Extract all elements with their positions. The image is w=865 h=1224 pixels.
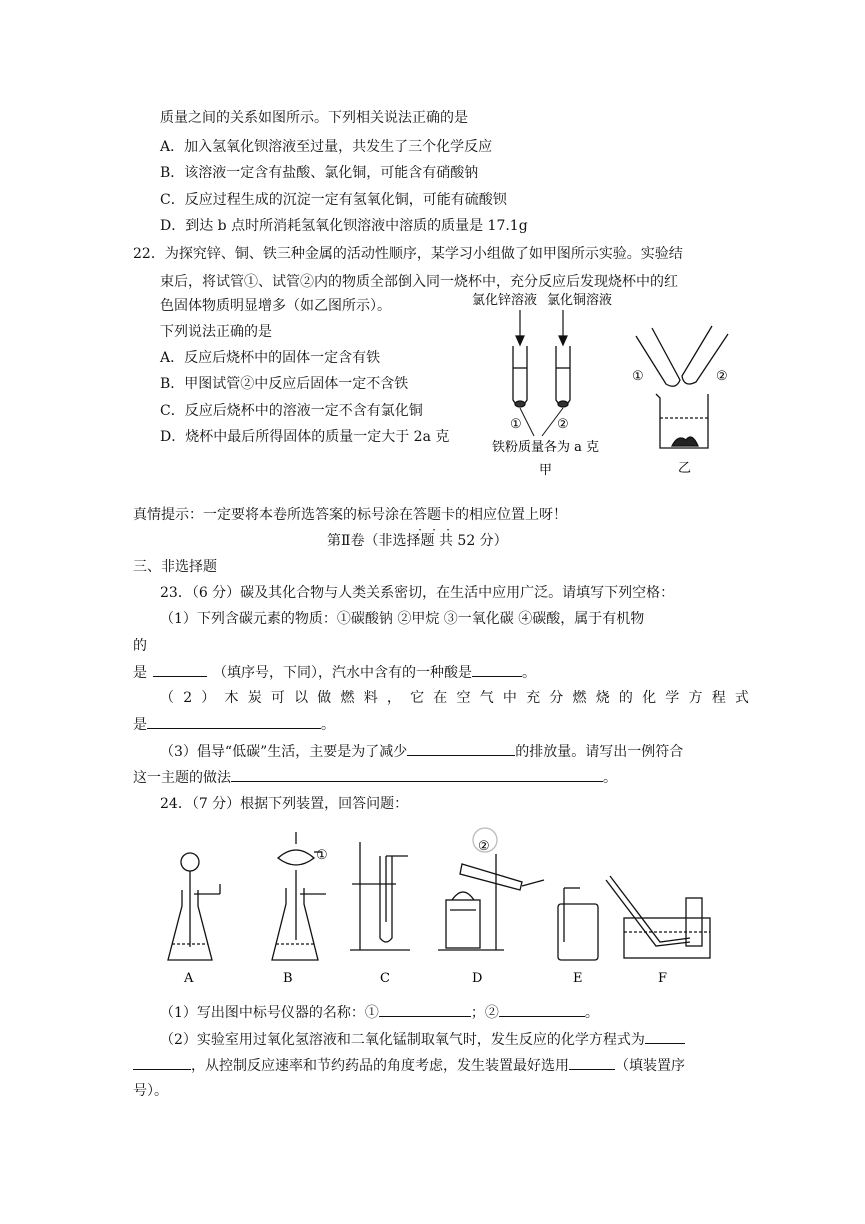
q24-part2-mid: ，从控制反应速率和节约药品的角度考虑，发生装置最好选用 (191, 1058, 569, 1074)
answer-sheet-tip (133, 505, 567, 525)
q23-part3-mid: 的排放量。请写出一例符合 (515, 744, 684, 760)
q22-stem-line2: 束后，将试管①、试管②内的物质全部倒入同一烧杯中，充分反应后发现烧杯中的红 (160, 274, 678, 290)
mark-2-label: ② (478, 839, 490, 854)
q24-instrument-2-blank[interactable] (499, 1002, 585, 1017)
apparatus-f-label: F (658, 971, 668, 986)
q23-part1-line1: （1）下列含碳元素的物质：①碳酸钠 ②甲烷 ③一氧化碳 ④碳酸，属于有机物 (160, 611, 645, 627)
q23-part2-line2 (133, 714, 335, 735)
q23-part1-line2: 的 (133, 638, 147, 654)
q24-part2-prefix: （2）实验室用过氧化氢溶液和二氧化锰制取氧气时，发生反应的化学方程式为 (160, 1032, 645, 1048)
apparatus-d-icon (438, 828, 544, 950)
tip-dotted-char: 题 (427, 507, 441, 523)
q24-part1-prefix: （1）写出图中标号仪器的名称：① (160, 1005, 379, 1021)
part-2-title: 第Ⅱ卷（非选择题 共 52 分） (327, 533, 508, 549)
q24-instrument-1-blank[interactable] (379, 1002, 471, 1017)
solution-cucl2-label: 氯化铜溶液 (547, 293, 613, 308)
q22-option-c: C．反应后烧杯中的溶液一定不含有氯化铜 (160, 403, 423, 419)
solution-zncl2-label: 氯化锌溶液 (472, 293, 538, 308)
yi-tube-2-number: ② (716, 369, 728, 384)
q23-part2-prefix: 是 (133, 717, 147, 733)
q22-figure-jia (470, 288, 620, 480)
q24-part1-end: 。 (584, 1005, 599, 1021)
q24-stem: 24．（7 分）根据下列装置，回答问题： (160, 796, 409, 812)
apparatus-c-label: C (380, 971, 390, 986)
q24-device-blank[interactable] (569, 1055, 615, 1070)
q24-equation-blank-start[interactable] (645, 1029, 685, 1044)
apparatus-a-label: A (184, 971, 194, 986)
q21-stem-tail: 质量之间的关系如图所示。下列相关说法正确的是 (160, 110, 468, 126)
tip-dotted-char: 卡 (441, 507, 455, 523)
q22-ask: 下列说法正确的是 (160, 324, 272, 340)
q23-practice-blank[interactable] (231, 767, 603, 782)
apparatus-f-icon (606, 876, 710, 958)
yi-tube-1-number: ① (632, 369, 644, 384)
q22-stem-line1: 22．为探究锌、铜、铁三种金属的活动性顺序，某学习小组做了如甲图所示实验。实验结 (133, 246, 683, 262)
q23-part2-end: 。 (321, 717, 335, 733)
q23-equation-blank[interactable] (147, 714, 321, 729)
apparatus-b-label: B (283, 971, 293, 986)
apparatus-e-label: E (573, 971, 583, 986)
q23-part3-end: 。 (603, 770, 617, 786)
q23-part3-line2 (133, 767, 617, 788)
q22-option-a: A．反应后烧杯中的固体一定含有铁 (160, 350, 381, 366)
beaker-icon (656, 394, 708, 448)
q24-part1-mid: ；② (470, 1005, 499, 1021)
q23-part1-end: 。 (522, 665, 536, 681)
q23-stem: 23．（6 分）碳及其化合物与人类关系密切，在生活中应用广泛。请填写下列空格： (160, 585, 675, 601)
tube-2-number: ② (557, 417, 569, 432)
q24-equation-blank-end[interactable] (133, 1055, 191, 1070)
q22-option-d: D．烧杯中最后所得固体的质量一定大于 2a 克 (160, 429, 450, 445)
q24-part1 (160, 1002, 599, 1023)
q22-figure-yi (628, 320, 748, 480)
figure-caption-jia: 甲 (539, 463, 553, 478)
apparatus-e-icon (558, 888, 598, 960)
section-3-heading: 三、非选择题 (133, 559, 217, 575)
tip-dotted-char: 答 (413, 507, 427, 523)
q23-part3-prefix: （3）倡导“低碳”生活，主要是为了减少 (160, 744, 408, 760)
tube-1-number: ① (510, 417, 522, 432)
q23-part1-prefix: 是 (133, 665, 147, 681)
tip-text-after: 的相应位置上呀！ (455, 507, 567, 523)
q23-organic-blank[interactable] (153, 662, 207, 677)
q24-part2-line3: 号）。 (133, 1083, 168, 1099)
test-tube-1-icon (513, 346, 527, 407)
q24-apparatus-figure (160, 822, 720, 990)
mark-1-label: ① (316, 848, 328, 863)
apparatus-c-icon (350, 842, 410, 950)
apparatus-d-label: D (472, 971, 483, 986)
q22-stem-line3: 色固体物质明显增多（如乙图所示）。 (160, 298, 391, 314)
figure-caption-yi: 乙 (678, 461, 692, 476)
q21-option-a: A．加入氢氧化钡溶液至过量，共发生了三个化学反应 (160, 139, 493, 155)
q23-part3-prefix2: 这一主题的做法 (133, 770, 231, 786)
q23-part3-line1 (160, 741, 683, 762)
q22-option-b: B．甲图试管②中反应后固体一定不含铁 (160, 376, 409, 392)
q24-part2-end: （填装置序 (615, 1058, 685, 1074)
apparatus-a-icon (168, 853, 220, 960)
test-tube-2-icon (556, 346, 570, 407)
tip-text-before: 真情提示：一定要将本卷所选答案的标号涂在 (133, 507, 413, 523)
arrow-down-icon (516, 310, 567, 345)
q23-part1-line3 (133, 662, 536, 683)
q24-part2-line2 (133, 1055, 685, 1076)
q23-acid-blank[interactable] (472, 662, 522, 677)
q23-part1-mid: （填序号，下同），汽水中含有的一种酸是 (213, 665, 472, 681)
q21-option-c: C．反应过程生成的沉淀一定有氢氧化铜，可能有硫酸钡 (160, 192, 507, 208)
iron-powder-note: 铁粉质量各为 a 克 (492, 440, 600, 455)
q23-reduce-blank[interactable] (407, 741, 515, 756)
q21-option-b: B．该溶液一定含有盐酸、氯化铜，可能含有硝酸钠 (160, 165, 479, 181)
q23-part2-line1: （2）木炭可以做燃料，它在空气中充分燃烧的化学方程式 (160, 690, 759, 706)
q21-option-d: D．到达 b 点时所消耗氢氧化钡溶液中溶质的质量是 17.1g (160, 218, 528, 234)
q24-part2-line1 (160, 1029, 685, 1050)
